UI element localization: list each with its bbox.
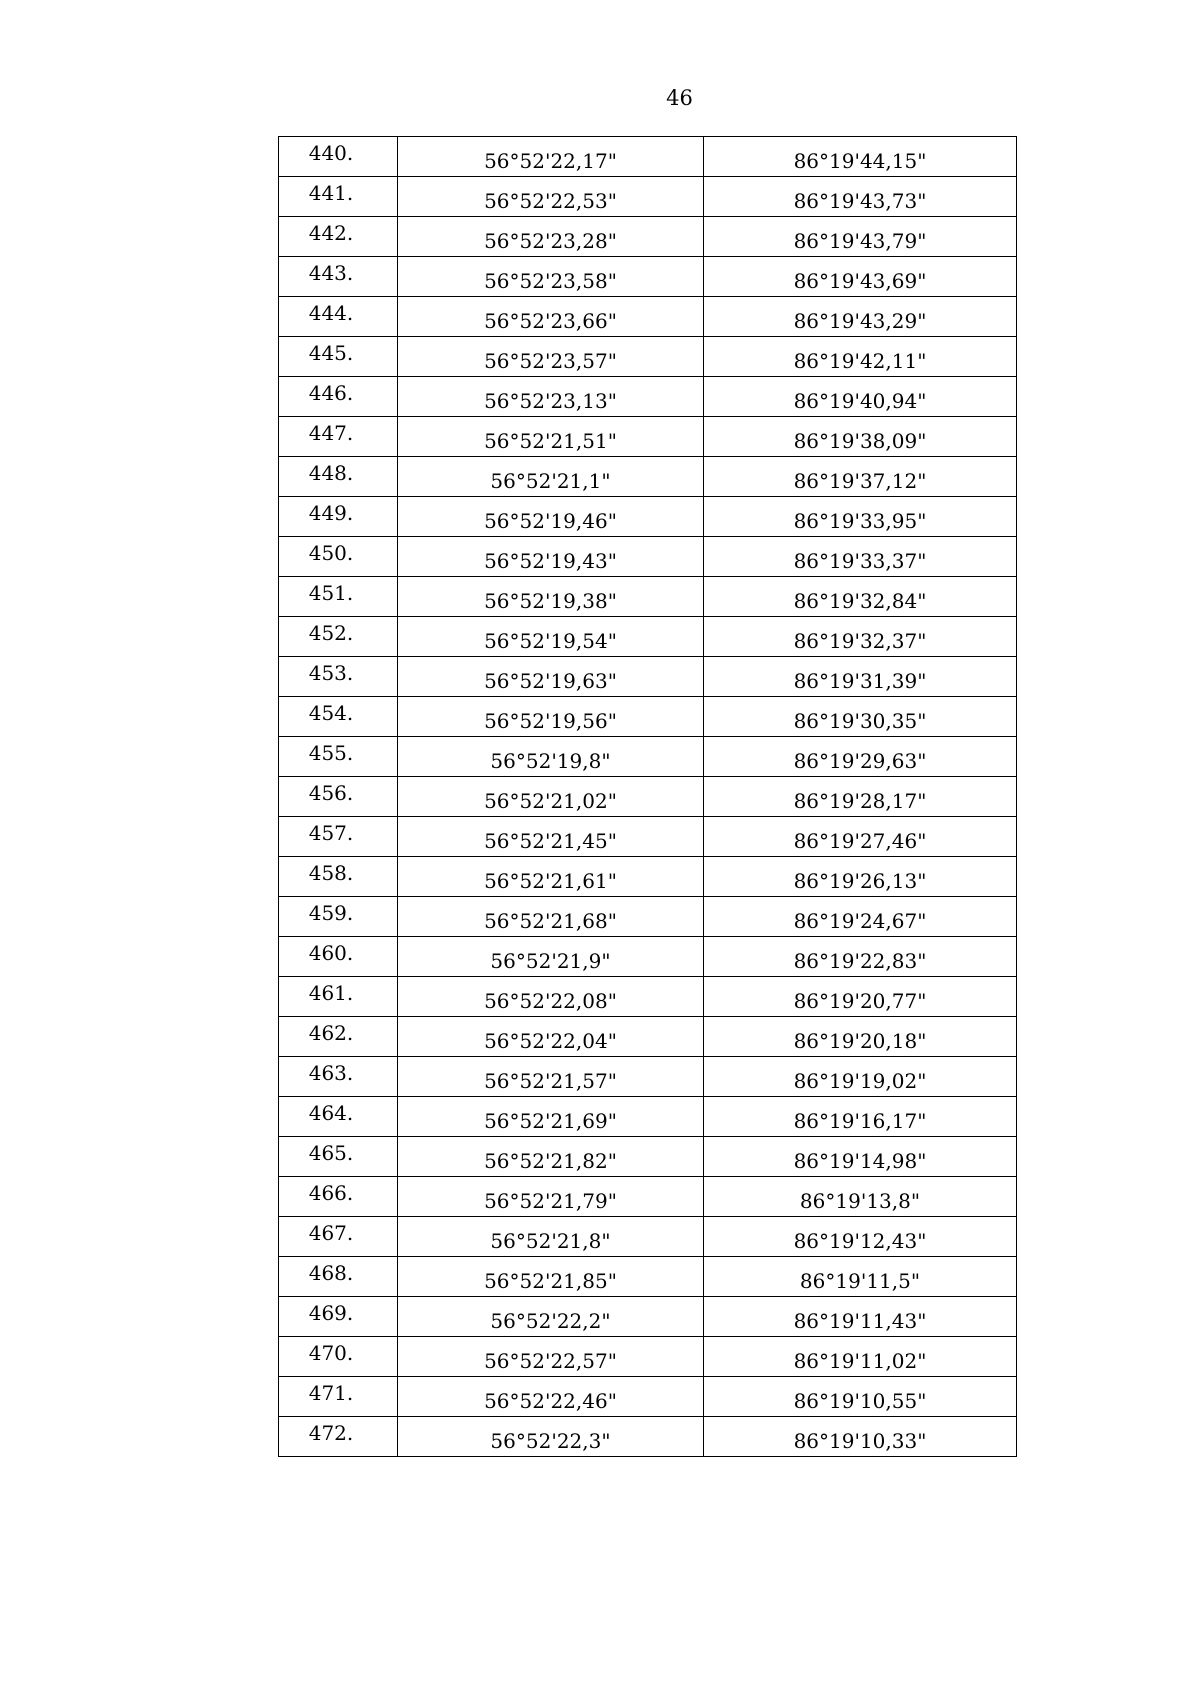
longitude-cell: 86°19'33,37"	[704, 537, 1017, 577]
latitude-cell: 56°52'19,43"	[398, 537, 704, 577]
longitude-cell: 86°19'44,15"	[704, 137, 1017, 177]
latitude-cell: 56°52'21,1"	[398, 457, 704, 497]
latitude-cell: 56°52'21,82"	[398, 1137, 704, 1177]
point-number-cell: 447.	[279, 417, 398, 457]
point-number-cell: 472.	[279, 1417, 398, 1457]
longitude-cell: 86°19'16,17"	[704, 1097, 1017, 1137]
longitude-cell: 86°19'28,17"	[704, 777, 1017, 817]
table-row	[279, 897, 1017, 937]
longitude-cell: 86°19'30,35"	[704, 697, 1017, 737]
latitude-cell: 56°52'22,08"	[398, 977, 704, 1017]
latitude-cell: 56°52'21,45"	[398, 817, 704, 857]
table-row	[279, 497, 1017, 537]
longitude-cell: 86°19'37,12"	[704, 457, 1017, 497]
latitude-cell: 56°52'19,8"	[398, 737, 704, 777]
longitude-cell: 86°19'31,39"	[704, 657, 1017, 697]
longitude-cell: 86°19'20,18"	[704, 1017, 1017, 1057]
table-row	[279, 1337, 1017, 1377]
longitude-cell: 86°19'11,43"	[704, 1297, 1017, 1337]
table-row	[279, 137, 1017, 177]
point-number-cell: 449.	[279, 497, 398, 537]
point-number-cell: 452.	[279, 617, 398, 657]
longitude-cell: 86°19'11,02"	[704, 1337, 1017, 1377]
longitude-cell: 86°19'42,11"	[704, 337, 1017, 377]
table-row	[279, 977, 1017, 1017]
longitude-cell: 86°19'10,33"	[704, 1417, 1017, 1457]
longitude-cell: 86°19'43,79"	[704, 217, 1017, 257]
table-row	[279, 217, 1017, 257]
latitude-cell: 56°52'22,04"	[398, 1017, 704, 1057]
point-number-cell: 462.	[279, 1017, 398, 1057]
point-number-cell: 455.	[279, 737, 398, 777]
table-row	[279, 577, 1017, 617]
table-row	[279, 1177, 1017, 1217]
longitude-cell: 86°19'43,69"	[704, 257, 1017, 297]
point-number-cell: 442.	[279, 217, 398, 257]
table-row	[279, 617, 1017, 657]
latitude-cell: 56°52'19,46"	[398, 497, 704, 537]
table-row	[279, 377, 1017, 417]
longitude-cell: 86°19'19,02"	[704, 1057, 1017, 1097]
page-number: 46	[666, 86, 693, 110]
longitude-cell: 86°19'38,09"	[704, 417, 1017, 457]
point-number-cell: 440.	[279, 137, 398, 177]
point-number-cell: 469.	[279, 1297, 398, 1337]
latitude-cell: 56°52'23,13"	[398, 377, 704, 417]
table-row	[279, 1137, 1017, 1177]
longitude-cell: 86°19'11,5"	[704, 1257, 1017, 1297]
table-row	[279, 257, 1017, 297]
table-row	[279, 1057, 1017, 1097]
table-row	[279, 1297, 1017, 1337]
longitude-cell: 86°19'12,43"	[704, 1217, 1017, 1257]
latitude-cell: 56°52'23,28"	[398, 217, 704, 257]
table-row	[279, 537, 1017, 577]
point-number-cell: 460.	[279, 937, 398, 977]
point-number-cell: 450.	[279, 537, 398, 577]
table-row	[279, 817, 1017, 857]
latitude-cell: 56°52'22,46"	[398, 1377, 704, 1417]
latitude-cell: 56°52'23,66"	[398, 297, 704, 337]
longitude-cell: 86°19'29,63"	[704, 737, 1017, 777]
point-number-cell: 457.	[279, 817, 398, 857]
latitude-cell: 56°52'21,9"	[398, 937, 704, 977]
latitude-cell: 56°52'21,51"	[398, 417, 704, 457]
point-number-cell: 443.	[279, 257, 398, 297]
point-number-cell: 470.	[279, 1337, 398, 1377]
latitude-cell: 56°52'23,58"	[398, 257, 704, 297]
longitude-cell: 86°19'14,98"	[704, 1137, 1017, 1177]
latitude-cell: 56°52'19,38"	[398, 577, 704, 617]
table-row	[279, 1417, 1017, 1457]
table-row	[279, 697, 1017, 737]
coordinates-table-body	[279, 137, 1017, 1457]
point-number-cell: 444.	[279, 297, 398, 337]
latitude-cell: 56°52'23,57"	[398, 337, 704, 377]
point-number-cell: 448.	[279, 457, 398, 497]
point-number-cell: 463.	[279, 1057, 398, 1097]
table-row	[279, 417, 1017, 457]
longitude-cell: 86°19'24,67"	[704, 897, 1017, 937]
point-number-cell: 471.	[279, 1377, 398, 1417]
table-row	[279, 857, 1017, 897]
point-number-cell: 441.	[279, 177, 398, 217]
table-row	[279, 177, 1017, 217]
latitude-cell: 56°52'19,56"	[398, 697, 704, 737]
point-number-cell: 459.	[279, 897, 398, 937]
latitude-cell: 56°52'21,61"	[398, 857, 704, 897]
point-number-cell: 451.	[279, 577, 398, 617]
table-row	[279, 1097, 1017, 1137]
table-row	[279, 1017, 1017, 1057]
latitude-cell: 56°52'21,02"	[398, 777, 704, 817]
table-row	[279, 737, 1017, 777]
latitude-cell: 56°52'22,17"	[398, 137, 704, 177]
table-row	[279, 657, 1017, 697]
point-number-cell: 466.	[279, 1177, 398, 1217]
point-number-cell: 446.	[279, 377, 398, 417]
latitude-cell: 56°52'19,54"	[398, 617, 704, 657]
longitude-cell: 86°19'22,83"	[704, 937, 1017, 977]
latitude-cell: 56°52'21,69"	[398, 1097, 704, 1137]
longitude-cell: 86°19'32,37"	[704, 617, 1017, 657]
longitude-cell: 86°19'43,73"	[704, 177, 1017, 217]
longitude-cell: 86°19'33,95"	[704, 497, 1017, 537]
table-row	[279, 1257, 1017, 1297]
point-number-cell: 465.	[279, 1137, 398, 1177]
latitude-cell: 56°52'21,68"	[398, 897, 704, 937]
point-number-cell: 461.	[279, 977, 398, 1017]
table-row	[279, 937, 1017, 977]
latitude-cell: 56°52'22,57"	[398, 1337, 704, 1377]
latitude-cell: 56°52'21,8"	[398, 1217, 704, 1257]
latitude-cell: 56°52'22,53"	[398, 177, 704, 217]
point-number-cell: 456.	[279, 777, 398, 817]
point-number-cell: 453.	[279, 657, 398, 697]
point-number-cell: 454.	[279, 697, 398, 737]
longitude-cell: 86°19'40,94"	[704, 377, 1017, 417]
latitude-cell: 56°52'21,57"	[398, 1057, 704, 1097]
longitude-cell: 86°19'43,29"	[704, 297, 1017, 337]
longitude-cell: 86°19'32,84"	[704, 577, 1017, 617]
latitude-cell: 56°52'21,85"	[398, 1257, 704, 1297]
coordinates-table	[278, 136, 1017, 1457]
longitude-cell: 86°19'26,13"	[704, 857, 1017, 897]
table-row	[279, 1217, 1017, 1257]
table-row	[279, 337, 1017, 377]
point-number-cell: 464.	[279, 1097, 398, 1137]
latitude-cell: 56°52'19,63"	[398, 657, 704, 697]
point-number-cell: 458.	[279, 857, 398, 897]
point-number-cell: 467.	[279, 1217, 398, 1257]
latitude-cell: 56°52'22,3"	[398, 1417, 704, 1457]
table-row	[279, 1377, 1017, 1417]
latitude-cell: 56°52'22,2"	[398, 1297, 704, 1337]
table-row	[279, 297, 1017, 337]
longitude-cell: 86°19'27,46"	[704, 817, 1017, 857]
point-number-cell: 468.	[279, 1257, 398, 1297]
table-row	[279, 777, 1017, 817]
latitude-cell: 56°52'21,79"	[398, 1177, 704, 1217]
longitude-cell: 86°19'20,77"	[704, 977, 1017, 1017]
table-row	[279, 457, 1017, 497]
point-number-cell: 445.	[279, 337, 398, 377]
longitude-cell: 86°19'10,55"	[704, 1377, 1017, 1417]
longitude-cell: 86°19'13,8"	[704, 1177, 1017, 1217]
